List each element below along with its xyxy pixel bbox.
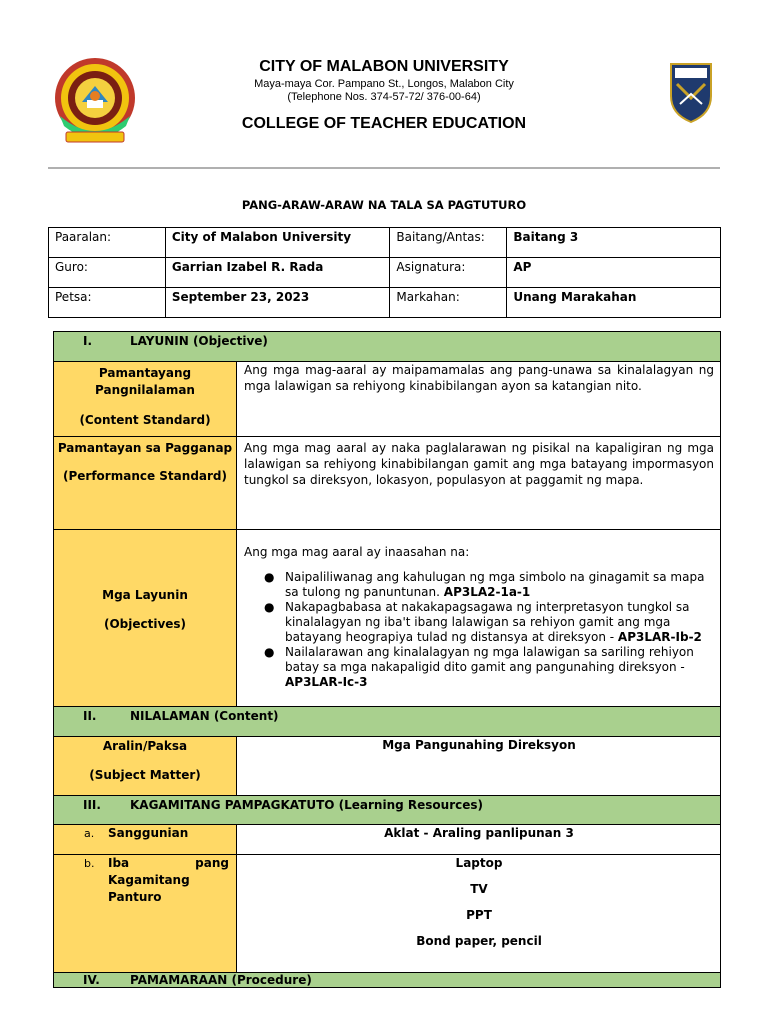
- baitang-value: Baitang 3: [507, 228, 721, 258]
- section-title: KAGAMITANG PAMPAGKATUTO (Learning Resources): [130, 798, 483, 812]
- performance-standard-text: Ang mga mag aaral ay naka paglalarawan ng pisikal na kapaligiran ng mga lalawigan sa rehiyong kinabibilangan gamit ang mga batayang impormasyon tungkol sa direksyon, lokasyon, populasyon at paggamit ng mapa.: [244, 441, 714, 487]
- section-title: LAYUNIN (Objective): [130, 334, 268, 348]
- bullet-icon: ●: [264, 570, 275, 584]
- material-item: TV: [470, 882, 488, 896]
- material-item: Laptop: [455, 856, 503, 870]
- label-line: Panturo: [108, 890, 162, 904]
- reference-value: Aklat - Araling panlipunan 3: [384, 826, 574, 840]
- section-number: III.: [83, 798, 101, 812]
- list-letter: b.: [84, 857, 95, 870]
- paaralan-label: Paaralan:: [49, 228, 166, 258]
- performance-standard-row: [53, 437, 721, 530]
- objective-code: AP3LA2-1a-1: [443, 585, 531, 599]
- baitang-label: Baitang/Antas:: [390, 228, 507, 258]
- section-number: II.: [83, 709, 97, 723]
- bullet-icon: ●: [264, 645, 275, 659]
- objective-code: AP3LAR-Ic-3: [285, 675, 368, 689]
- reference-label-cell: [54, 825, 237, 854]
- college-seal-icon: [52, 56, 138, 148]
- section-number: IV.: [83, 973, 100, 987]
- section-header-resources: [53, 796, 721, 825]
- label-line: Kagamitang: [108, 873, 190, 887]
- label-line: Mga Layunin: [102, 588, 188, 602]
- label-line: Pamantayan sa Pagganap: [57, 441, 233, 455]
- header-divider: [48, 167, 720, 169]
- performance-standard-label: [54, 437, 237, 529]
- performance-standard-cell: [238, 437, 720, 529]
- asignatura-label: Asignatura:: [390, 258, 507, 288]
- label-line: pang: [195, 856, 229, 870]
- section-number: I.: [83, 334, 93, 348]
- reference-row: [53, 825, 721, 855]
- section-header-objective: [53, 331, 721, 362]
- label-line: Aralin/Paksa: [102, 739, 188, 753]
- label-line: Pamantayang: [98, 366, 192, 380]
- info-row: [49, 288, 721, 318]
- content-standard-row: [53, 362, 721, 437]
- markahan-label: Markahan:: [390, 288, 507, 318]
- objectives-cell: [238, 530, 720, 706]
- markahan-value: Unang Marakahan: [507, 288, 721, 318]
- college-name: COLLEGE OF TEACHER EDUCATION: [241, 115, 527, 132]
- list-item: [238, 570, 714, 600]
- reference-label: Sanggunian: [108, 826, 189, 840]
- subject-matter-row: [53, 737, 721, 796]
- section-title: PAMAMARAAN (Procedure): [130, 973, 312, 987]
- objective-text: Nakapagbabasa at nakakapagsagawa ng interpretasyon tungkol sa kinalalagyan ng iba't ibang lalawigan sa rehiyon gamit ang mga batayang heograpiya tulad ng distansya at direksyon -: [285, 600, 690, 644]
- asignatura-value: AP: [507, 258, 721, 288]
- list-item: [238, 645, 714, 690]
- document-header: [0, 0, 768, 170]
- bullet-icon: ●: [264, 600, 275, 614]
- university-address: Maya-maya Cor. Pampano St., Longos, Malabon City: [254, 78, 514, 90]
- objectives-list: [238, 570, 720, 690]
- list-item: [238, 600, 714, 645]
- material-item: PPT: [466, 908, 492, 922]
- list-letter: a.: [84, 827, 95, 840]
- content-standard-label: [54, 362, 237, 436]
- label-line: Pangnilalaman: [95, 383, 195, 397]
- materials-cell: [238, 855, 720, 972]
- objectives-intro: Ang mga mag aaral ay inaasahan na:: [244, 545, 470, 559]
- section-header-procedure: [53, 973, 721, 988]
- objective-code: AP3LAR-Ib-2: [617, 630, 702, 644]
- objective-text: Naipaliliwanag ang kahulugan ng mga simbolo na ginagamit sa mapa sa tulong ng panuntunan.: [285, 570, 705, 599]
- section-header-content: [53, 707, 721, 737]
- reference-cell: [238, 825, 720, 854]
- content-standard-text: Ang mga mag-aaral ay maipamamalas ang pang-unawa sa kinalalagyan ng mga lalawigan sa rehiyong kinabibilangan ayon sa katangian nito.: [244, 363, 714, 393]
- subject-matter-label: [54, 737, 237, 795]
- university-name: CITY OF MALABON UNIVERSITY: [259, 58, 509, 75]
- university-phone: (Telephone Nos. 374-57-72/ 376-00-64): [287, 91, 481, 103]
- objectives-label: [54, 530, 237, 706]
- guro-label: Guro:: [49, 258, 166, 288]
- objective-text: Nailalarawan ang kinalalagyan ng mga lalawigan sa sariling rehiyon batay sa mga nakapaligid dito gamit ang pangunahing direksyon -: [285, 645, 694, 674]
- guro-value: Garrian Izabel R. Rada: [165, 258, 390, 288]
- section-title: NILALAMAN (Content): [130, 709, 279, 723]
- paaralan-value: City of Malabon University: [165, 228, 390, 258]
- subject-matter-value: Mga Pangunahing Direksyon: [382, 738, 576, 752]
- info-row: [49, 258, 721, 288]
- materials-label-cell: [54, 855, 237, 972]
- label-line: (Objectives): [103, 617, 187, 631]
- info-row: [49, 228, 721, 258]
- objectives-row: [53, 530, 721, 707]
- label-line: (Content Standard): [79, 413, 211, 427]
- material-item: Bond paper, pencil: [416, 934, 542, 948]
- label-line: Iba: [108, 856, 130, 870]
- materials-row: [53, 855, 721, 973]
- petsa-value: September 23, 2023: [165, 288, 390, 318]
- info-table: [48, 227, 721, 318]
- content-standard-cell: [238, 362, 720, 436]
- petsa-label: Petsa:: [49, 288, 166, 318]
- label-line: (Performance Standard): [63, 469, 227, 483]
- label-line: (Subject Matter): [89, 768, 201, 782]
- document-title: PANG-ARAW-ARAW NA TALA SA PAGTUTURO: [241, 198, 527, 212]
- subject-matter-cell: [238, 737, 720, 795]
- cmu-crest-icon: [640, 58, 742, 148]
